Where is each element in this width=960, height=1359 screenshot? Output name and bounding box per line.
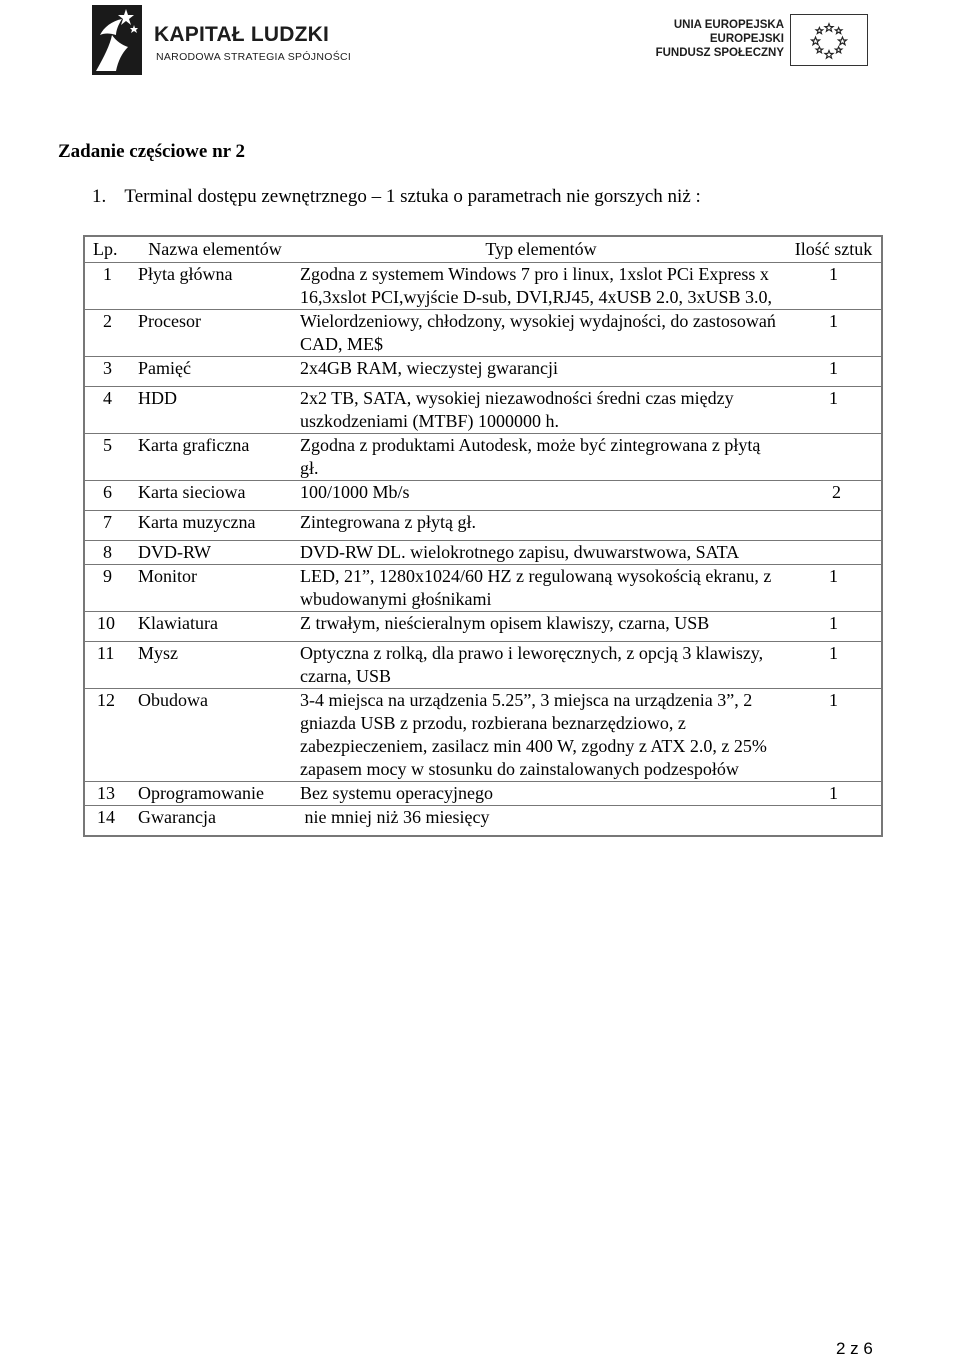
cell-type: Optyczna z rolką, dla prawo i leworęcznych, z opcją 3 klawiszy, czarna, USB bbox=[296, 642, 786, 689]
cell-name: Klawiatura bbox=[134, 612, 296, 642]
cell-lp: 1 bbox=[84, 263, 134, 310]
table-row bbox=[84, 689, 882, 782]
table-row bbox=[84, 782, 882, 806]
cell-name: Obudowa bbox=[134, 689, 296, 782]
cell-name: Mysz bbox=[134, 642, 296, 689]
cell-qty: 1 bbox=[786, 642, 882, 689]
cell-lp: 2 bbox=[84, 310, 134, 357]
cell-qty: 1 bbox=[786, 263, 882, 310]
cell-type: 100/1000 Mb/s bbox=[296, 481, 786, 511]
eu-flag-icon bbox=[790, 14, 868, 66]
kapital-ludzki-emblem-icon bbox=[88, 5, 148, 77]
table-row bbox=[84, 612, 882, 642]
cell-name: DVD-RW bbox=[134, 541, 296, 565]
cell-type: DVD-RW DL. wielokrotnego zapisu, dwuwarstwowa, SATA bbox=[296, 541, 786, 565]
cell-lp: 6 bbox=[84, 481, 134, 511]
kapital-ludzki-logo bbox=[88, 5, 352, 77]
cell-type: Zgodna z systemem Windows 7 pro i linux, 1xslot PCi Express x 16,3xslot PCI,wyjście D-sub, DVI,RJ45, 4xUSB 2.0, 3xUSB 3.0, bbox=[296, 263, 786, 310]
header-type: Typ elementów bbox=[296, 236, 786, 263]
cell-qty: 1 bbox=[786, 357, 882, 387]
cell-type: Zgodna z produktami Autodesk, może być zintegrowana z płytą gł. bbox=[296, 434, 786, 481]
cell-name: HDD bbox=[134, 387, 296, 434]
table-header-row bbox=[84, 236, 882, 263]
cell-qty bbox=[786, 806, 882, 837]
table-row bbox=[84, 434, 882, 481]
table-row bbox=[84, 387, 882, 434]
cell-qty: 1 bbox=[786, 689, 882, 782]
header-qty: Ilość sztuk bbox=[786, 236, 882, 263]
cell-qty: 1 bbox=[786, 612, 882, 642]
eu-social-fund-logo bbox=[655, 14, 874, 66]
cell-name: Monitor bbox=[134, 565, 296, 612]
cell-type: Wielordzeniowy, chłodzony, wysokiej wydajności, do zastosowań CAD, ME$ bbox=[296, 310, 786, 357]
cell-type: Z trwałym, nieścieralnym opisem klawiszy, czarna, USB bbox=[296, 612, 786, 642]
cell-lp: 14 bbox=[97, 807, 115, 827]
cell-lp: 8 bbox=[84, 541, 134, 565]
cell-lp: 12 bbox=[84, 689, 134, 782]
table-row bbox=[84, 310, 882, 357]
eu-logo-line-2: EUROPEJSKI bbox=[709, 33, 784, 45]
cell-lp: 7 bbox=[84, 511, 134, 541]
cell-qty bbox=[786, 541, 882, 565]
page-number: 2 z 6 bbox=[836, 1339, 873, 1358]
item-text: Terminal dostępu zewnętrznego – 1 sztuka o parametrach nie gorszych niż : bbox=[124, 186, 701, 207]
table-row bbox=[84, 357, 882, 387]
cell-lp: 10 bbox=[84, 612, 134, 642]
section-title: Zadanie częściowe nr 2 bbox=[58, 141, 245, 162]
cell-name: Gwarancja bbox=[138, 807, 216, 827]
spec-table bbox=[83, 235, 883, 837]
cell-type: Zintegrowana z płytą gł. bbox=[296, 511, 786, 541]
cell-name: Karta graficzna bbox=[134, 434, 296, 481]
table-row bbox=[84, 806, 882, 837]
eu-logo-text bbox=[656, 18, 784, 60]
table-row bbox=[84, 263, 882, 310]
cell-type: Bez systemu operacyjnego bbox=[296, 782, 786, 806]
table-row bbox=[84, 565, 882, 612]
cell-qty: 1 bbox=[786, 565, 882, 612]
cell-qty: 2 bbox=[786, 481, 882, 511]
cell-qty bbox=[786, 434, 882, 481]
table-row bbox=[84, 511, 882, 541]
cell-type: 2x4GB RAM, wieczystej gwarancji bbox=[296, 357, 786, 387]
cell-name: Karta sieciowa bbox=[134, 481, 296, 511]
item-number: 1. bbox=[92, 186, 107, 207]
cell-lp: 9 bbox=[84, 565, 134, 612]
cell-lp: 13 bbox=[84, 782, 134, 806]
table-row bbox=[84, 642, 882, 689]
cell-type: nie mniej niż 36 miesięcy bbox=[300, 807, 490, 827]
cell-name: Oprogramowanie bbox=[134, 782, 296, 806]
item-heading bbox=[92, 186, 701, 208]
cell-qty: 1 bbox=[786, 310, 882, 357]
cell-lp: 3 bbox=[84, 357, 134, 387]
cell-qty bbox=[786, 511, 882, 541]
cell-lp: 4 bbox=[84, 387, 134, 434]
eu-logo-line-1: UNIA EUROPEJSKA bbox=[673, 19, 784, 31]
cell-type: LED, 21”, 1280x1024/60 HZ z regulowaną wysokością ekranu, z wbudowanymi głośnikami bbox=[296, 565, 786, 612]
table-row bbox=[84, 481, 882, 511]
cell-type: 2x2 TB, SATA, wysokiej niezawodności średni czas między uszkodzeniami (MTBF) 1000000 h. bbox=[296, 387, 786, 434]
eu-logo-line-3: FUNDUSZ SPOŁECZNY bbox=[655, 47, 784, 59]
cell-lp: 11 bbox=[84, 642, 134, 689]
header-name: Nazwa elementów bbox=[134, 236, 296, 263]
cell-name: Pamięć bbox=[134, 357, 296, 387]
cell-type: 3-4 miejsca na urządzenia 5.25”, 3 miejsca na urządzenia 3”, 2 gniazda USB z przodu, rozbierana beznarzędziowo, z zabezpieczeniem, zasilacz min 400 W, zgodny z ATX 2.0, z 25% zapasem mocy w stosunku do zainstalowanych podzespołów bbox=[296, 689, 786, 782]
page-header bbox=[0, 0, 960, 80]
cell-lp: 5 bbox=[84, 434, 134, 481]
table-row bbox=[84, 541, 882, 565]
cell-qty: 1 bbox=[786, 387, 882, 434]
cell-name: Karta muzyczna bbox=[134, 511, 296, 541]
cell-name: Płyta główna bbox=[134, 263, 296, 310]
kapital-ludzki-title: KAPITAŁ LUDZKI bbox=[154, 23, 330, 46]
cell-qty: 1 bbox=[786, 782, 882, 806]
cell-name: Procesor bbox=[134, 310, 296, 357]
kapital-ludzki-subtitle: NARODOWA STRATEGIA SPÓJNOŚCI bbox=[156, 51, 352, 63]
header-lp: Lp. bbox=[84, 236, 134, 263]
